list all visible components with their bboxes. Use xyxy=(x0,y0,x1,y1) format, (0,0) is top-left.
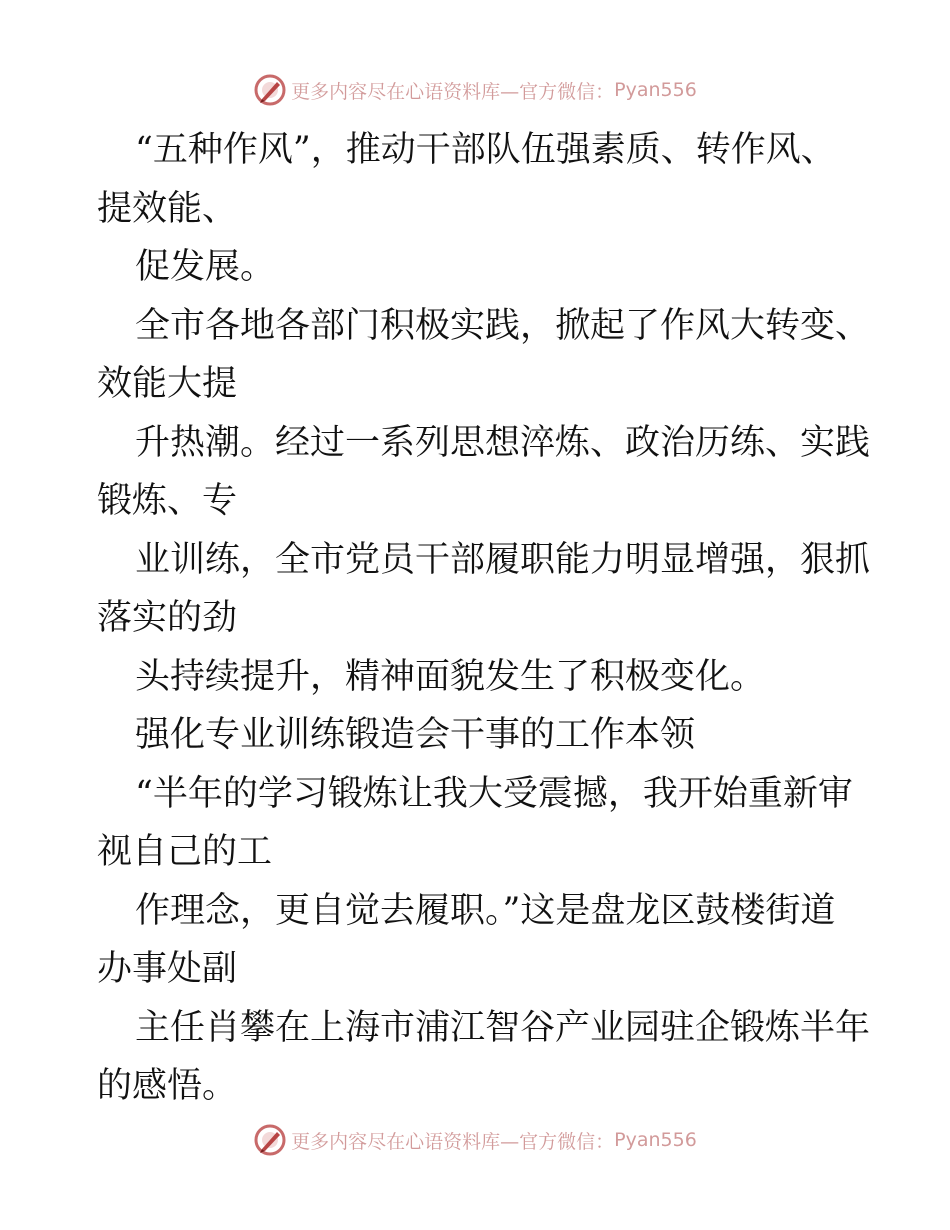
text-line: 视自己的工 xyxy=(97,832,273,872)
pen-logo-icon xyxy=(253,73,287,107)
text-line: 落实的劲 xyxy=(97,598,238,638)
watermark-text: 更多内容尽在心语资料库—官方微信： xyxy=(291,1130,615,1153)
text-line: 全市各地各部门积极实践，掀起了作风大转变、 xyxy=(135,305,871,346)
watermark-text: 更多内容尽在心语资料库—官方微信： xyxy=(291,80,615,103)
header-watermark xyxy=(0,70,950,110)
watermark-wechat-id: Pyan556 xyxy=(614,79,697,101)
section-heading: 强化专业训练锻造会干事的工作本领 xyxy=(135,715,696,755)
text-line: 的感悟。 xyxy=(97,1066,238,1106)
text-line: “五种作风”，推动干部队伍强素质、转作风、 xyxy=(135,130,836,170)
text-line: 主任肖攀在上海市浦江智谷产业园驻企锻炼半年 xyxy=(135,1007,871,1048)
watermark-wechat-id: Pyan556 xyxy=(614,1129,697,1151)
text-line: 业训练，全市党员干部履职能力明显增强，狠抓 xyxy=(135,539,871,580)
pen-logo-icon xyxy=(253,1123,287,1157)
text-line: 促发展。 xyxy=(135,247,276,287)
footer-watermark xyxy=(0,1120,950,1160)
text-line: 升热潮。经过一系列思想淬炼、政治历练、实践 xyxy=(135,422,871,463)
text-line: 办事处副 xyxy=(97,949,238,989)
text-line: 头持续提升，精神面貌发生了积极变化。 xyxy=(135,656,766,697)
text-line: 效能大提 xyxy=(97,364,238,404)
text-line: 锻炼、专 xyxy=(97,481,238,521)
document-body xyxy=(97,121,871,1116)
text-line: 提效能、 xyxy=(97,188,238,229)
text-line: “半年的学习锻炼让我大受震撼，我开始重新审 xyxy=(135,773,853,814)
text-line: 作理念，更自觉去履职。”这是盘龙区鼓楼街道 xyxy=(135,890,836,931)
